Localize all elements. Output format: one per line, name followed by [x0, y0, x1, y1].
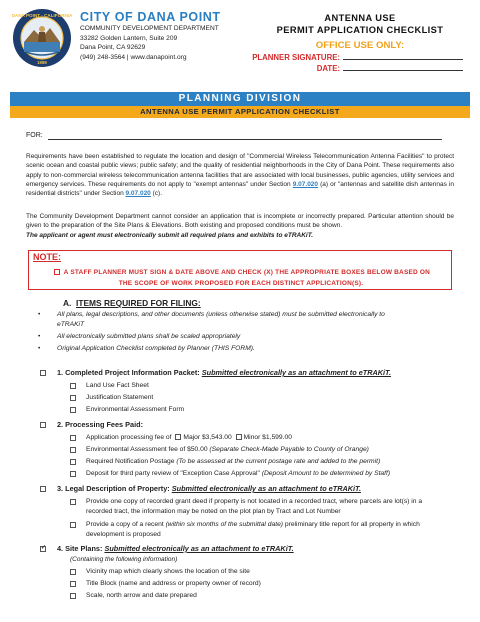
note-title: NOTE:: [33, 252, 61, 262]
list-item: [38, 332, 448, 342]
date-label: DATE:: [316, 64, 340, 73]
bullet-text: All electronically submitted plans shall be scaled appropriately: [57, 333, 241, 340]
subitem-note: (To be assessed at the current postage rate and added to the permit): [176, 458, 381, 465]
subitem-checkbox[interactable]: [70, 395, 76, 401]
for-field[interactable]: [48, 139, 442, 140]
section-a-heading: [63, 298, 201, 308]
title-line-2: PERMIT APPLICATION CHECKLIST: [276, 25, 444, 35]
subitem-text: Environmental Assessment Form: [86, 406, 185, 413]
subitem: [70, 457, 450, 467]
subitem-text: Application processing fee of: [86, 434, 174, 441]
subitem-text: Vicinity map which clearly shows the location of the site: [86, 568, 250, 575]
section-link-2[interactable]: 9.07.020: [125, 190, 151, 198]
office-use-block: [240, 40, 480, 74]
subitem-checkbox[interactable]: [70, 569, 76, 575]
major-fee-checkbox[interactable]: [175, 434, 181, 440]
seal-year: 1989: [37, 60, 47, 65]
subitem: [70, 579, 450, 589]
city-seal-logo: [12, 8, 72, 68]
office-use-heading: OFFICE USE ONLY:: [315, 40, 405, 51]
seal-text: DANA POINT · CALIFORNIA: [12, 13, 72, 18]
title-line-1: ANTENNA USE: [324, 13, 396, 23]
item-4-checkbox[interactable]: [40, 546, 46, 552]
item-4-label: 4. Site Plans:: [57, 544, 105, 553]
note-body: [37, 267, 445, 289]
minor-fee-checkbox[interactable]: [236, 434, 242, 440]
document-title: [240, 12, 480, 36]
bullet-text: All plans, legal descriptions, and other documents (unless otherwise stated) must be submitted electronically to: [57, 311, 385, 318]
note-checkbox[interactable]: [54, 269, 60, 275]
subitem-text: Scale, north arrow and date prepared: [86, 592, 197, 599]
subitem: [70, 469, 450, 479]
page-header: [0, 0, 480, 90]
subitem: [70, 393, 450, 403]
subitem-checkbox[interactable]: [70, 383, 76, 389]
city-name: CITY OF DANA POINT: [80, 10, 221, 24]
list-item: [38, 344, 448, 354]
subitem-checkbox[interactable]: [70, 447, 76, 453]
planner-signature-field[interactable]: [343, 52, 463, 60]
item-2-label: 2. Processing Fees Paid: [57, 420, 141, 429]
subitem-text: Justification Statement: [86, 394, 154, 401]
item-2-colon: :: [140, 420, 143, 429]
subitem-note: (Deposit Amount to be determined by Staff): [261, 470, 391, 477]
section-letter: A.: [63, 298, 72, 308]
subitem-checkbox[interactable]: [70, 459, 76, 465]
subitem-text: Provide one copy of recorded grant deed if property is not located in a recorded tract, where parcels are lot(s) in a recorded tract, the information may be noted on the plot plan by Tract and Lot Number: [86, 498, 423, 516]
subitem: [70, 591, 450, 601]
intro-text: (c).: [150, 190, 163, 198]
list-item: [38, 310, 448, 331]
bullet-icon: •: [38, 311, 41, 318]
subitem-checkbox[interactable]: [70, 581, 76, 587]
intro-text: (a) or "antennas and satellite dish antennas in residential districts" under Section: [26, 180, 454, 198]
item-1-label: 1. Completed Project Information Packet:: [57, 368, 202, 377]
org-block: [80, 10, 235, 62]
bullet-icon: •: [38, 333, 41, 340]
subitem-checkbox[interactable]: [70, 499, 76, 505]
subitem-note: (Separate Check-Made Payable to County of Orange): [209, 446, 369, 453]
note-line-2: THE SCOPE OF WORK PROPOSED FOR EACH DISTINCT APPLICATION(S).: [118, 280, 364, 287]
item-2-checkbox[interactable]: [40, 422, 46, 428]
subitem-text: preliminary title report for all property in which development is proposed: [86, 521, 420, 539]
subitem-note: (within six months of the submittal date): [165, 521, 284, 528]
item-4-instruction: Submitted electronically as an attachment to eTRAKiT.: [104, 544, 294, 553]
staff-note-box: [28, 250, 452, 290]
item-3-instruction: Submitted electronically as an attachment to eTRAKiT.: [171, 484, 361, 493]
item-1-checkbox[interactable]: [40, 370, 46, 376]
section-title: ITEMS REQUIRED FOR FILING:: [76, 298, 201, 308]
note-line-1: A STAFF PLANNER MUST SIGN & DATE ABOVE AND CHECK (X) THE APPROPRIATE BOXES BELOW BASED ON: [63, 269, 431, 276]
subitem-text: Title Block (name and address or property owner of record): [86, 580, 261, 587]
submission-requirement: The applicant or agent must electronically submit all required plans and exhibits to eTRAKiT.: [26, 231, 314, 239]
subitem-checkbox[interactable]: [70, 407, 76, 413]
subitem-text: Environmental Assessment fee of $50.00: [86, 446, 210, 453]
subitem-checkbox[interactable]: [70, 471, 76, 477]
checklist-subtitle: ANTENNA USE PERMIT APPLICATION CHECKLIST: [10, 106, 470, 118]
subitem: [70, 445, 450, 455]
item-1-instruction: Submitted electronically as an attachment to eTRAKiT.: [201, 368, 391, 377]
bullet-icon: •: [38, 345, 41, 352]
subitem-text: Land Use Fact Sheet: [86, 382, 149, 389]
subitem: [70, 405, 450, 415]
intro-paragraph-1: [26, 152, 454, 198]
bullet-text: eTRAKiT: [57, 321, 85, 329]
bullet-text: Original Application Checklist completed by Planner (THIS FORM).: [57, 345, 255, 352]
intro-text: Requirements have been established to regulate the location and design of "Commercial Wireless Telecommunication Antenna Facilities" to protect scenic ocean and coastal public views; public safety; and the quality of residential neighborhoods in the City of Dana Point. These requirements also apply to non-commercial wireless telecommunication antenna facilities that are associated with local businesses, public agencies, utility services and emergency services. These requirements do not apply to "exempt antennas" under Section: [26, 153, 454, 188]
subitem-text: Deposit for third party review of "Exception Case Approval": [86, 470, 262, 477]
subitem: [70, 433, 450, 443]
for-label: FOR:: [26, 132, 43, 139]
subitem: [70, 520, 450, 541]
intro-text: The Community Development Department cannot consider an application that is incomplete or incorrectly prepared. Particular attention should be given to the preparation of the Site Plans & Elevations. Both existing and proposed conditions must be shown.: [26, 213, 454, 230]
intro-paragraph-2: [26, 212, 454, 240]
subitem: [70, 567, 450, 577]
item-3-label: 3. Legal Description of Property:: [57, 484, 172, 493]
subitem: [70, 497, 450, 518]
dept-name: COMMUNITY DEVELOPMENT DEPARTMENT: [80, 25, 219, 32]
address-line-2: Dana Point, CA 92629: [80, 44, 146, 52]
date-field[interactable]: [343, 63, 463, 71]
major-fee-label: Major $3,543.00: [183, 434, 234, 441]
subitem-text: Provide a copy of a recent: [86, 521, 166, 528]
subitem-checkbox[interactable]: [70, 593, 76, 599]
minor-fee-label: Minor $1,599.00: [243, 434, 292, 441]
section-link-1[interactable]: 9.07.020: [292, 180, 319, 188]
planner-signature-label: PLANNER SIGNATURE:: [252, 53, 340, 62]
subitem: [70, 381, 450, 391]
subitem-checkbox[interactable]: [70, 435, 76, 441]
subitem-checkbox[interactable]: [70, 522, 76, 528]
subitem-text: Required Notification Postage: [86, 458, 177, 465]
address-line-1: 33282 Golden Lantern, Suite 209: [80, 34, 178, 42]
item-4-note: (Containing the following information): [70, 556, 178, 563]
division-banner: PLANNING DIVISION: [10, 92, 470, 106]
contact-line: (949) 248-3564 | www.danapoint.org: [80, 53, 187, 61]
item-3-checkbox[interactable]: [40, 486, 46, 492]
